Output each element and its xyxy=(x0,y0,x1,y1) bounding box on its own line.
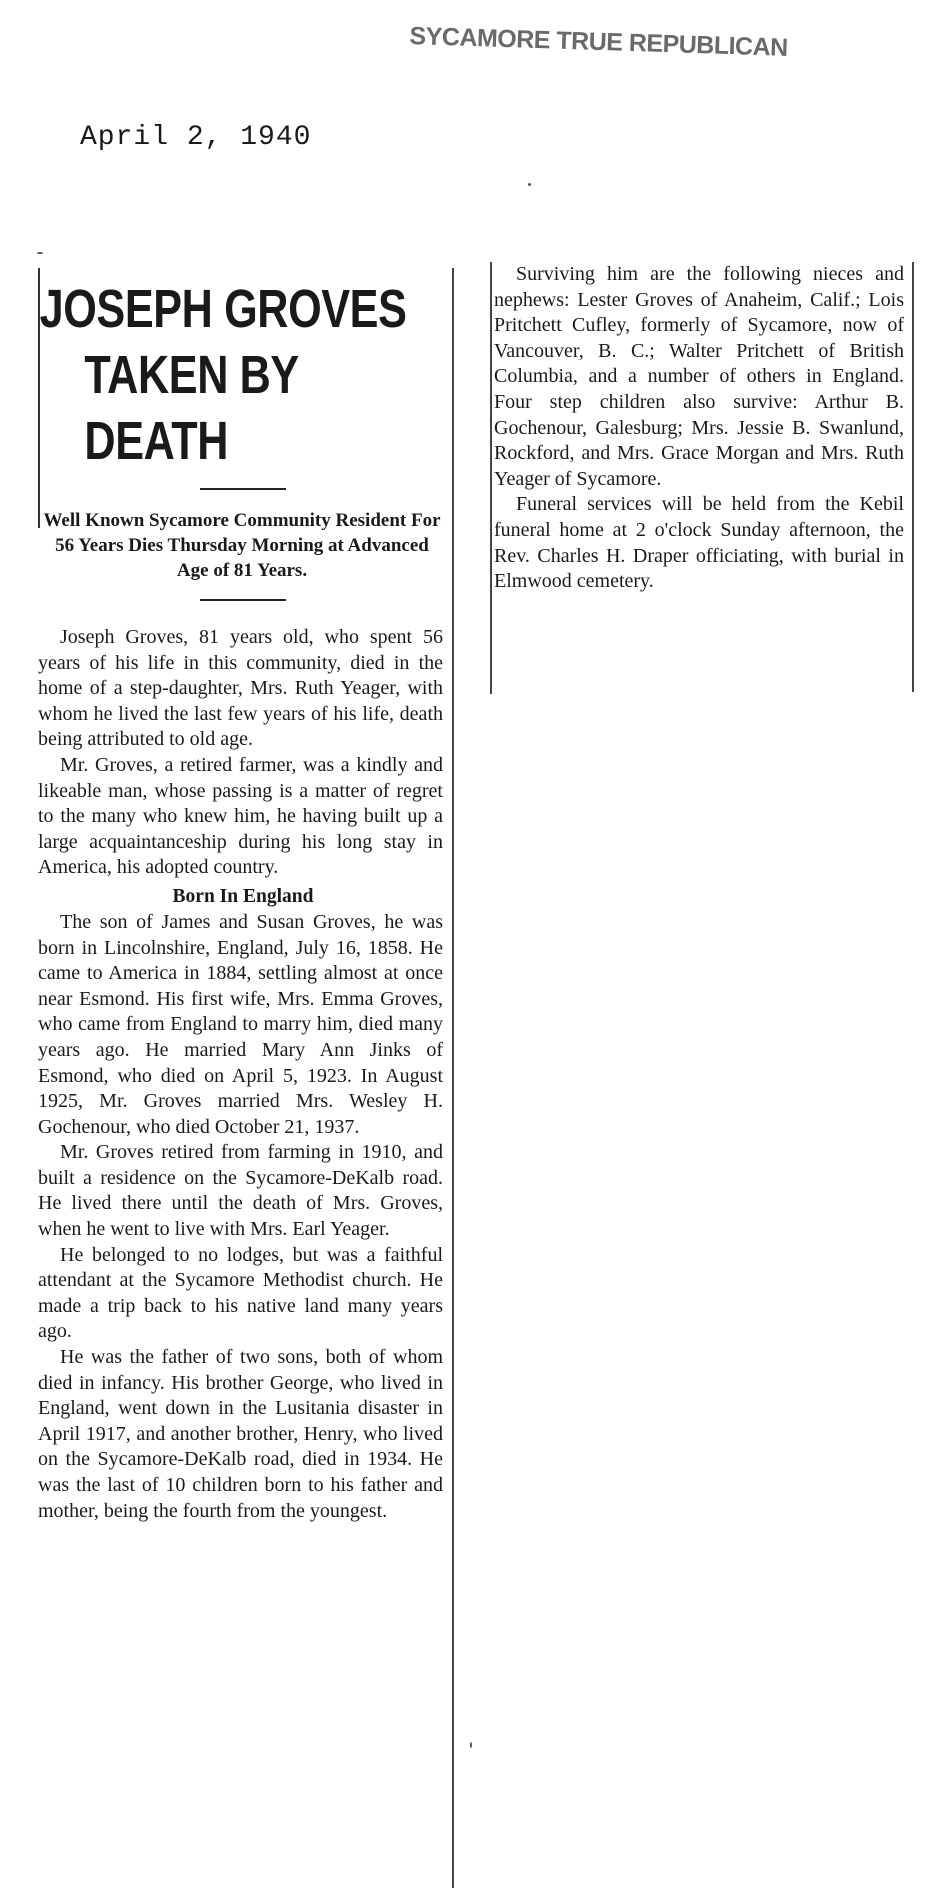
crosshead: Born In England xyxy=(172,885,314,907)
article-column-2 xyxy=(494,262,906,595)
column-rule-right xyxy=(452,268,454,1888)
paragraph: Surviving him are the following nieces and nephews: Lester Groves of Anaheim, Calif.; Lois Pritchett Cufley, formerly of Sycamore, now of Vancouver, B. C.; Walter Pritchett of British Columbia, and a number of others in England. Four step children also survive: Arthur B. Gochenour, Galesburg; Mrs. Jessie B. Swanlund, Rockford, and Mrs. Grace Morgan and Mrs. Ruth Yeager of Sycamore. xyxy=(494,263,904,490)
column-rule-right xyxy=(912,262,914,692)
scan-speck xyxy=(37,252,43,254)
subheadline: Well Known Sycamore Community Resident For 56 Years Dies Thursday Morning at Advanced Age of 81 Years. xyxy=(43,510,441,581)
paragraph: He was the father of two sons, both of whom died in infancy. His brother George, who lived in England, went down in the Lusitania disaster in April 1917, and another brother, Henry, who lived on the Sycamore-DeKalb road, died in 1934. He was the last of 10 children born to his father and mother, being the fourth from the youngest. xyxy=(38,1346,443,1522)
headline-divider xyxy=(200,488,286,490)
scan-speck xyxy=(528,183,531,186)
column-rule-left xyxy=(490,262,492,694)
paragraph: The son of James and Susan Groves, he was born in Lincolnshire, England, July 16, 1858. He came to America in 1884, settling almost at once near Esmond. His first wife, Mrs. Emma Groves, who came from England to marry him, died many years ago. He married Mary Ann Jinks of Esmond, who died on April 5, 1923. In August 1925, Mr. Groves married Mrs. Wesley H. Gochenour, who died October 21, 1937. xyxy=(38,910,443,1138)
subhead-divider xyxy=(200,599,286,601)
clipping-date: April 2, 1940 xyxy=(80,122,312,153)
paragraph: Mr. Groves retired from farming in 1910, and built a residence on the Sycamore-DeKalb road. He lived there until the death of Mrs. Groves, when he went to live with Mrs. Earl Yeager. xyxy=(38,1141,443,1241)
article-column-1 xyxy=(38,268,448,1888)
headline xyxy=(38,276,448,474)
scan-speck xyxy=(470,1742,472,1748)
paragraph: Joseph Groves, 81 years old, who spent 56 years of his life in this community, died in the home of a step-daughter, Mrs. Ruth Yeager, with whom he lived the last few years of his life, death being attributed to old age. xyxy=(38,626,443,751)
paragraph: Funeral services will be held from the Kebil funeral home at 2 o'clock Sunday afternoon, the Rev. Charles H. Draper officiating, with burial in Elmwood cemetery. xyxy=(494,493,904,593)
paragraph: Mr. Groves, a retired farmer, was a kindly and likeable man, whose passing is a matter of regret to the many who knew him, he having built up a large acquaintanceship during his long stay in America, his adopted country. xyxy=(38,753,443,879)
headline-line-2: TAKEN BY DEATH xyxy=(84,345,299,471)
paragraph: He belonged to no lodges, but was a faithful attendant at the Sycamore Methodist church. He made a trip back to his native land many years ago. xyxy=(38,1243,443,1343)
headline-line-1: JOSEPH GROVES xyxy=(39,279,407,339)
newspaper-stamp: SYCAMORE TRUE REPUBLICAN xyxy=(409,22,789,62)
